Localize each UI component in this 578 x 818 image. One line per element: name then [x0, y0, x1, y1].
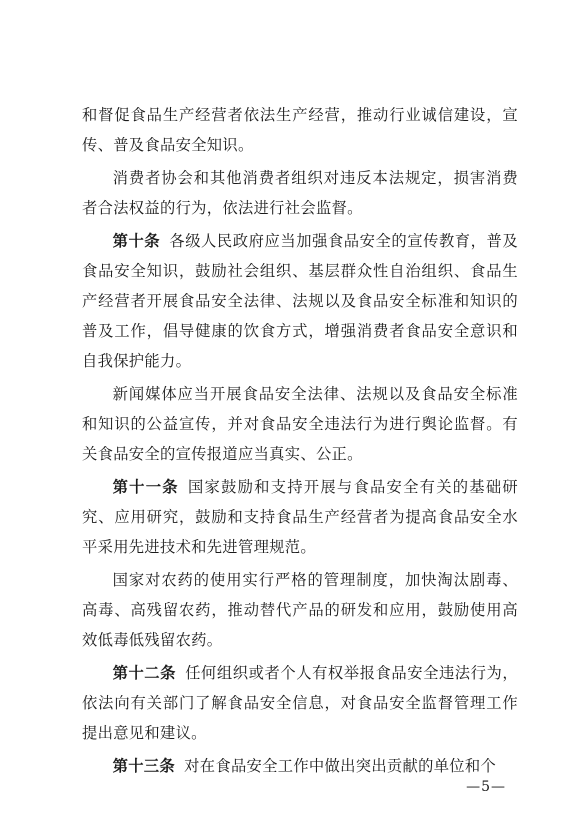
- paragraph-text: 消费者协会和其他消费者组织对违反本法规定，损害消费者合法权益的行为，依法进行社会监督。: [82, 169, 518, 217]
- paragraph-6: [82, 565, 518, 655]
- article-12: [82, 658, 518, 748]
- paragraph-text: 新闻媒体应当开展食品安全法律、法规以及食品安全标准和知识的公益宣传，并对食品安全违法行为进行舆论监督。有关食品安全的宣传报道应当真实、公正。: [82, 385, 518, 463]
- paragraph-text: 各级人民政府应当加强食品安全的宣传教育，普及食品安全知识，鼓励社会组织、基层群众性自治组织、食品生产经营者开展食品安全法律、法规以及食品安全标准和知识的普及工作，倡导健康的饮食方式，增强消费者食品安全意识和自我保护能力。: [82, 232, 518, 370]
- article-number: 第十三条: [112, 757, 175, 775]
- document-body: [82, 100, 518, 784]
- article-13: [82, 751, 518, 781]
- paragraph-text: 国家对农药的使用实行严格的管理制度，加快淘汰剧毒、高毒、高残留农药，推动替代产品的研发和应用，鼓励使用高效低毒低残留农药。: [82, 571, 518, 649]
- paragraph-text: 国家鼓励和支持开展与食品安全有关的基础研究、应用研究，鼓励和支持食品生产经营者为提高食品安全水平采用先进技术和先进管理规范。: [82, 478, 518, 556]
- paragraph-2: [82, 163, 518, 223]
- paragraph-text: 对在食品安全工作中做出突出贡献的单位和个: [184, 757, 497, 775]
- article-number: 第十一条: [112, 478, 179, 496]
- paragraph-text: 任何组织或者个人有权举报食品安全违法行为，依法向有关部门了解食品安全信息，对食品安全监督管理工作提出意见和建议。: [82, 664, 518, 742]
- paragraph-text: 和督促食品生产经营者依法生产经营，推动行业诚信建设，宣传、普及食品安全知识。: [82, 106, 518, 154]
- article-11: [82, 472, 518, 562]
- page-number: —5—: [466, 779, 506, 795]
- article-10: [82, 226, 518, 376]
- article-number: 第十二条: [112, 664, 177, 682]
- article-number: 第十条: [112, 232, 161, 250]
- paragraph-4: [82, 379, 518, 469]
- paragraph-1: [82, 100, 518, 160]
